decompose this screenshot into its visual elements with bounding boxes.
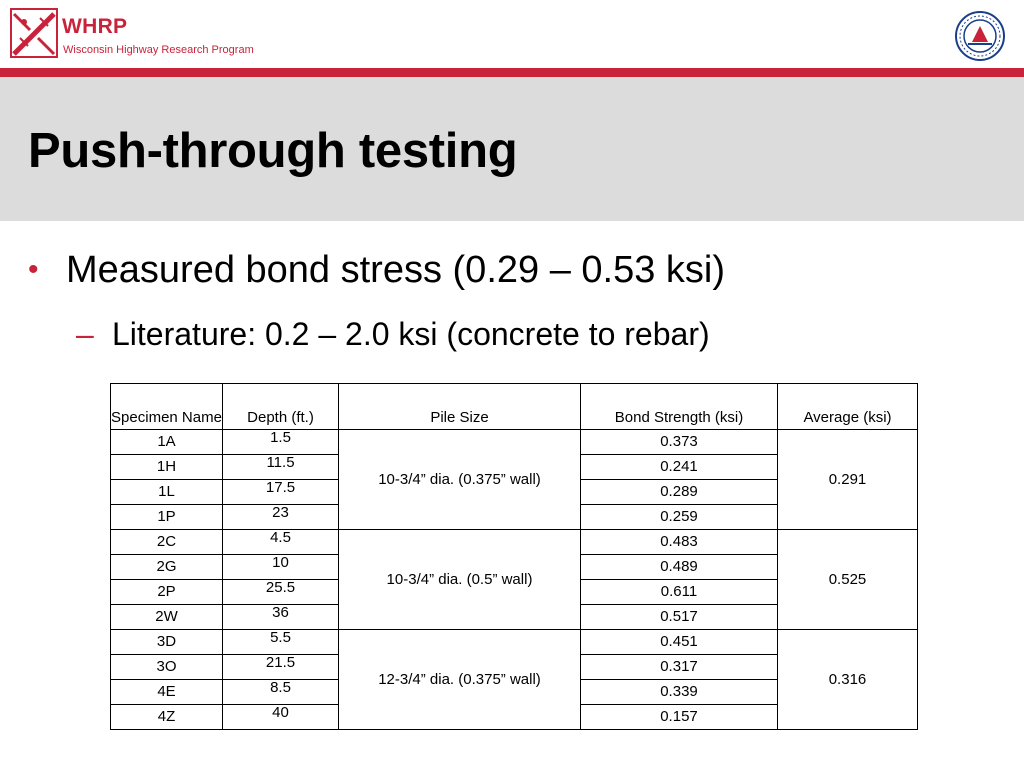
header-average: Average (ksi) [778,384,918,430]
depth-cell: 23 [223,505,339,530]
depth-cell: 10 [223,555,339,580]
specimen-cell: 2P [111,580,223,605]
slide-title: Push-through testing [28,124,518,178]
brand-full-name: Wisconsin Highway Research Program [63,44,254,56]
sub-bullet-marker: – [76,316,94,352]
specimen-cell: 2W [111,605,223,630]
bullet-dot-icon: • [28,253,39,286]
brand-short-name: WHRP [62,15,128,38]
bullet-text: Measured bond stress (0.29 – 0.53 ksi) [66,249,726,291]
bond-strength-cell: 0.317 [581,655,778,680]
pile-size-cell: 12-3/4” dia. (0.375” wall) [339,630,581,730]
bond-strength-cell: 0.373 [581,430,778,455]
depth-cell: 11.5 [223,455,339,480]
slide-header [0,0,1024,68]
header-pile-size: Pile Size [339,384,581,430]
specimen-cell: 2G [111,555,223,580]
bond-strength-cell: 0.339 [581,680,778,705]
average-cell: 0.291 [778,430,918,530]
table-row [111,430,918,455]
bond-strength-cell: 0.489 [581,555,778,580]
bond-strength-table [110,383,918,730]
header-depth: Depth (ft.) [223,384,339,430]
table-row [111,530,918,555]
pile-size-cell: 10-3/4” dia. (0.375” wall) [339,430,581,530]
specimen-cell: 2C [111,530,223,555]
depth-cell: 40 [223,705,339,730]
depth-cell: 17.5 [223,480,339,505]
bond-strength-cell: 0.259 [581,505,778,530]
pile-size-cell: 10-3/4” dia. (0.5” wall) [339,530,581,630]
bond-strength-cell: 0.517 [581,605,778,630]
average-cell: 0.525 [778,530,918,630]
depth-cell: 25.5 [223,580,339,605]
specimen-cell: 1L [111,480,223,505]
specimen-cell: 1H [111,455,223,480]
bond-strength-cell: 0.157 [581,705,778,730]
whrp-logo-icon [10,8,58,58]
depth-cell: 5.5 [223,630,339,655]
header-specimen [111,384,223,430]
average-cell: 0.316 [778,630,918,730]
whrp-logo [10,8,58,63]
sub-bullet-text: Literature: 0.2 – 2.0 ksi (concrete to rebar) [112,316,710,352]
specimen-cell: 3O [111,655,223,680]
specimen-cell: 1A [111,430,223,455]
table-header-row [111,384,918,430]
header-accent-bar [0,68,1024,77]
depth-cell: 36 [223,605,339,630]
table-row [111,630,918,655]
depth-cell: 4.5 [223,530,339,555]
specimen-cell: 4E [111,680,223,705]
specimen-cell: 3D [111,630,223,655]
bond-strength-cell: 0.241 [581,455,778,480]
depth-cell: 8.5 [223,680,339,705]
wisdot-seal [954,10,1006,67]
header-bond-strength: Bond Strength (ksi) [581,384,778,430]
bond-strength-cell: 0.289 [581,480,778,505]
depth-cell: 1.5 [223,430,339,455]
wisdot-seal-icon [954,10,1006,62]
bond-strength-cell: 0.483 [581,530,778,555]
depth-cell: 21.5 [223,655,339,680]
header-specimen-label: Specimen Name [111,409,222,426]
bond-strength-cell: 0.611 [581,580,778,605]
specimen-cell: 4Z [111,705,223,730]
specimen-cell: 1P [111,505,223,530]
bond-strength-cell: 0.451 [581,630,778,655]
